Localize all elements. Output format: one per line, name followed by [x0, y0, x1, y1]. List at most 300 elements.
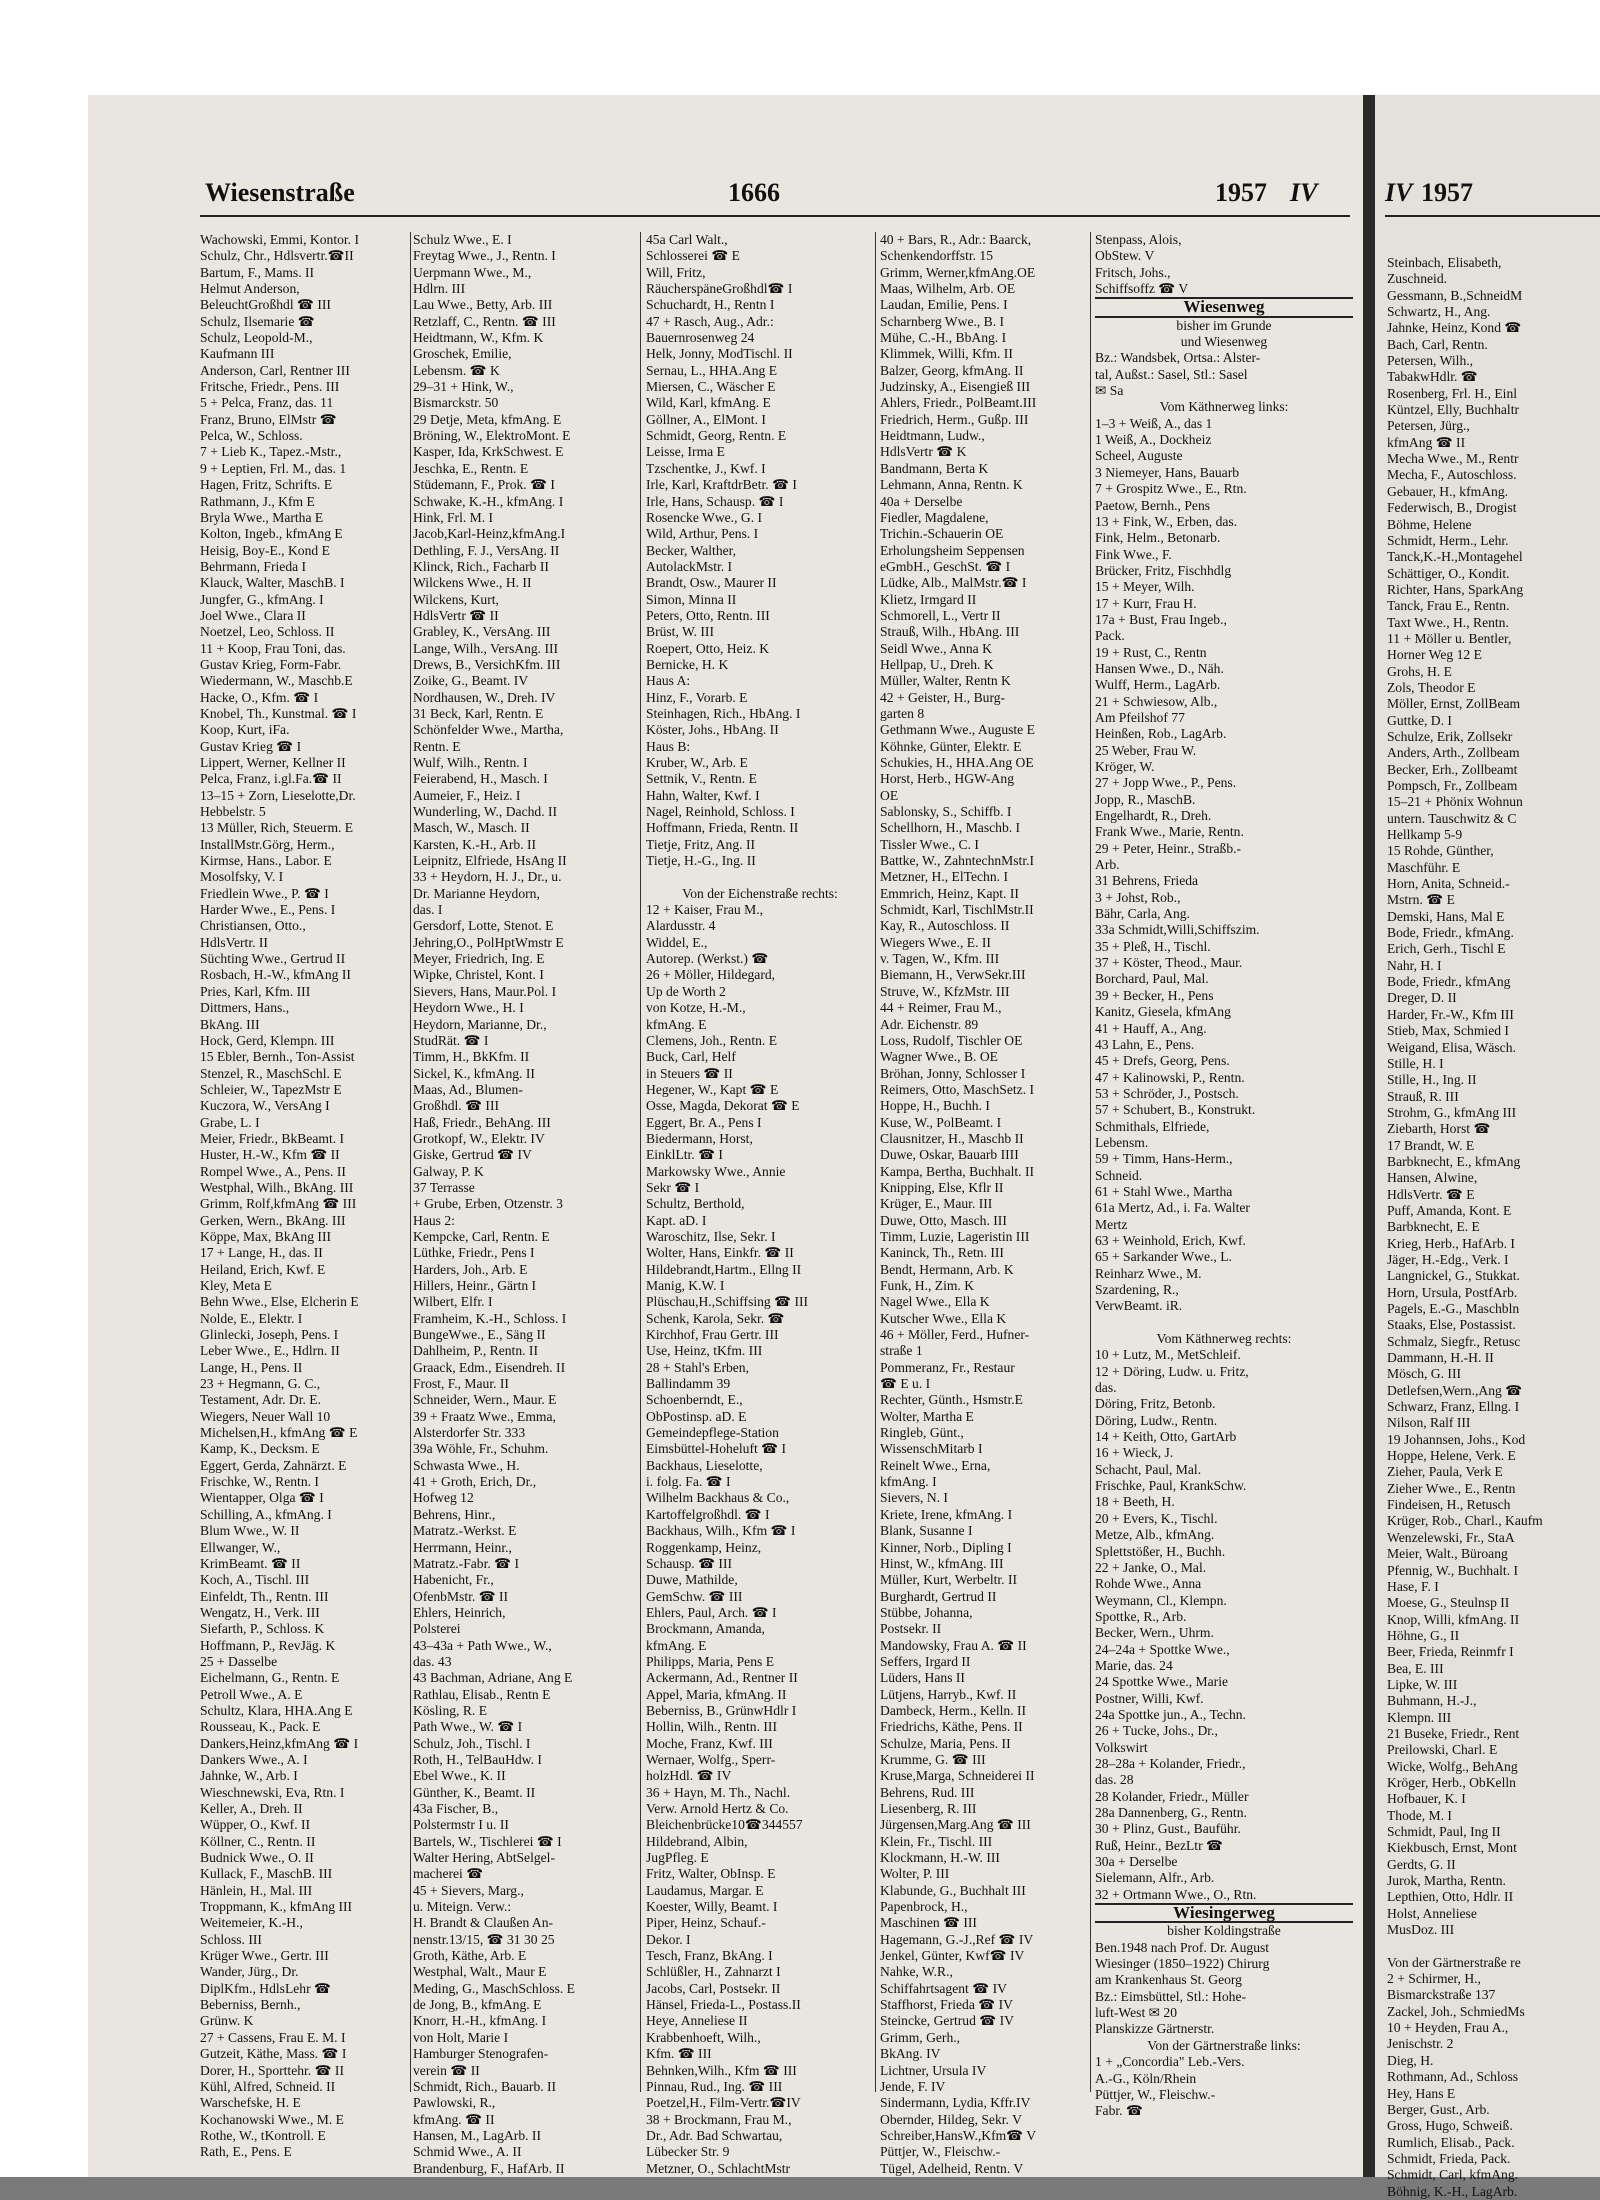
- directory-entry: Schulz, Ilsemarie ☎: [200, 313, 315, 329]
- directory-entry: 28 Kolander, Friedr., Müller: [1095, 1788, 1249, 1804]
- directory-entry: BkAng. IV: [880, 2046, 941, 2062]
- directory-entry: 38 + Brockmann, Frau M.,: [646, 2111, 792, 2127]
- directory-entry: Graack, Edm., Eisendreh. II: [413, 1359, 566, 1375]
- directory-entry: Jenkel, Günter, Kwf☎ IV: [880, 1948, 1025, 1964]
- directory-entry: Maas, Ad., Blumen-: [413, 1081, 523, 1097]
- directory-entry: Kutscher Wwe., Ella K: [880, 1310, 1007, 1326]
- directory-entry: 12 + Kaiser, Frau M.,: [646, 902, 763, 918]
- directory-entry: Gethmann Wwe., Auguste E: [880, 722, 1035, 738]
- directory-entry: 41 + Hauff, A., Ang.: [1095, 1020, 1207, 1036]
- directory-entry: Use, Heinz, tKfm. III: [646, 1343, 763, 1359]
- directory-entry: Fabr. ☎: [1095, 2103, 1143, 2119]
- directory-entry: Grimm, Werner,kfmAng.OE: [880, 264, 1036, 280]
- scan-margin-top: [0, 0, 1600, 95]
- directory-entry: Jopp, R., MaschB.: [1095, 791, 1196, 807]
- directory-entry: Frost, F., Maur. II: [413, 1376, 509, 1392]
- directory-entry: 22 + Janke, O., Mal.: [1095, 1559, 1207, 1575]
- directory-entry: Schoenberndt, E.,: [646, 1392, 743, 1408]
- directory-entry: BkAng. III: [200, 1016, 260, 1032]
- directory-entry: Kruse,Marga, Schneiderei II: [880, 1768, 1035, 1784]
- directory-entry: Wild, Karl, kfmAng. E: [646, 395, 771, 411]
- directory-entry: 1–3 + Weiß, A., das 1: [1095, 415, 1213, 431]
- section-title-wiesenweg: Wiesenweg: [1095, 297, 1353, 317]
- directory-entry: 3 Niemeyer, Hans, Bauarb: [1095, 464, 1240, 480]
- directory-entry: Westphal, Wilh., BkAng. III: [200, 1179, 354, 1195]
- directory-entry: Döring, Fritz, Betonb.: [1095, 1396, 1216, 1412]
- directory-entry: Kapt. aD. I: [646, 1212, 707, 1228]
- directory-entry: Steinbach, Elisabeth,: [1387, 255, 1502, 270]
- directory-entry: Behrmann, Frieda I: [200, 558, 307, 574]
- directory-entry: Simon, Minna II: [646, 591, 737, 607]
- directory-entry: Will, Fritz,: [646, 264, 706, 280]
- directory-entry: Schultz, Klara, HHA.Ang E: [200, 1702, 353, 1718]
- directory-entry: InstallMstr.Görg, Herm.,: [200, 836, 335, 852]
- right-page-year: 1957: [1421, 178, 1473, 207]
- directory-entry: 7 + Lieb K., Tapez.-Mstr.,: [200, 444, 342, 460]
- directory-entry: Süchting Wwe., Gertrud II: [200, 951, 346, 967]
- directory-entry: Szardening, R.,: [1095, 1282, 1179, 1297]
- directory-entry: Koester, Willy, Beamt. I: [646, 1899, 778, 1915]
- directory-entry: Vom Käthnerweg rechts:: [1156, 1331, 1292, 1347]
- directory-entry: Postsekr. II: [880, 1621, 942, 1637]
- directory-entry: Gemeindepflege-Station: [646, 1425, 779, 1441]
- directory-entry: Wild, Arthur, Pens. I: [646, 526, 759, 542]
- directory-entry: Backhaus, Lieselotte,: [646, 1457, 763, 1473]
- directory-entry: Dittmers, Hans.,: [200, 1000, 290, 1016]
- directory-entry: Poetzel,H., Film-Vertr.☎IV: [646, 2095, 801, 2111]
- directory-entry: Koop, Kurt, iFa.: [200, 722, 290, 738]
- directory-entry: Kirchhof, Frau Gertr. III: [646, 1327, 779, 1343]
- directory-entry: ObStew. V: [1095, 248, 1155, 264]
- directory-entry: Schulze, Maria, Pens. II: [880, 1735, 1011, 1751]
- directory-entry: Polstermstr I u. II: [413, 1817, 509, 1833]
- directory-entry: Schuchardt, H., Rentn I: [646, 297, 775, 313]
- directory-entry: Rosbach, H.-W., kfmAng II: [200, 967, 351, 983]
- directory-entry: Lüders, Hans II: [880, 1670, 965, 1686]
- directory-entry: Duwe, Otto, Masch. III: [880, 1212, 1007, 1228]
- directory-entry: Krüger, Rob., Charl., Kaufm: [1387, 1513, 1543, 1529]
- directory-entry: Müller, Walter, Rentn K: [880, 673, 1011, 689]
- directory-entry: Heisig, Boy-E., Kond E: [200, 542, 330, 558]
- directory-entry: 13 + Fink, W., Erben, das.: [1095, 513, 1238, 529]
- directory-entry: Ben.1948 nach Prof. Dr. August: [1095, 1939, 1270, 1955]
- directory-entry: Behrens, Rud. III: [880, 1784, 975, 1800]
- directory-entry: Lippert, Werner, Kellner II: [200, 755, 346, 770]
- directory-entry: Blank, Susanne I: [880, 1523, 973, 1539]
- directory-column-2: [413, 232, 635, 2177]
- directory-entry: 24a Spottke jun., A., Techn.: [1095, 1706, 1246, 1722]
- directory-entry: Hacke, O., Kfm. ☎ I: [200, 689, 319, 705]
- directory-entry: Joel Wwe., Clara II: [200, 607, 306, 623]
- directory-entry: Bode, Friedr., kfmAng: [1387, 974, 1511, 990]
- directory-entry: Brandt, Osw., Maurer II: [646, 575, 777, 591]
- header-rule: [200, 215, 1350, 217]
- directory-entry: Seffers, Irgard II: [880, 1653, 971, 1669]
- directory-entry: Lüthke, Friedr., Pens I: [413, 1245, 535, 1261]
- directory-entry: Buck, Carl, Helf: [646, 1049, 736, 1065]
- directory-entry: Krieg, Herb., HafArb. I: [1387, 1235, 1515, 1251]
- directory-entry: bisher im Grunde: [1176, 317, 1272, 333]
- directory-entry: Lange, H., Pens. II: [200, 1359, 303, 1375]
- directory-entry: Friedrichs, Käthe, Pens. II: [880, 1719, 1023, 1735]
- directory-entry: OfenbMstr. ☎ II: [413, 1588, 509, 1604]
- directory-entry: 35 + Pleß, H., Tischl.: [1095, 938, 1211, 954]
- directory-entry: Verw. Arnold Hertz & Co.: [646, 1801, 789, 1816]
- directory-entry: Bode, Friedr., kfmAng.: [1387, 925, 1514, 941]
- directory-entry: das. I: [413, 902, 443, 918]
- directory-entry: Philipps, Maria, Pens E: [646, 1653, 775, 1669]
- directory-entry: 43a Fischer, B.,: [413, 1801, 499, 1816]
- directory-entry: Meier, Walt., Büroang: [1387, 1546, 1508, 1562]
- directory-entry: Markowsky Wwe., Annie: [646, 1163, 786, 1179]
- directory-entry: Jenischstr. 2: [1387, 2036, 1454, 2052]
- directory-entry: Eggert, Gerda, Zahnärzt. E: [200, 1457, 347, 1473]
- directory-entry: Wicke, Wolfg., BehAng: [1387, 1758, 1518, 1774]
- directory-entry: Polsterei: [413, 1621, 461, 1637]
- directory-entry: Sablonsky, S., Schiffb. I: [880, 804, 1012, 820]
- directory-entry: StudRät. ☎ I: [413, 1032, 489, 1048]
- directory-entry: Kühl, Alfred, Schneid. II: [200, 2078, 336, 2094]
- directory-entry: Stenzel, R., MaschSchl. E: [200, 1065, 342, 1081]
- directory-entry: Hildebrandt,Hartm., Ellng II: [646, 1261, 802, 1277]
- directory-entry: Ringleb, Günt.,: [880, 1425, 964, 1441]
- directory-entry: Stieb, Max, Schmied I: [1387, 1023, 1509, 1039]
- directory-entry: Obernder, Hildeg, Sekr. V: [880, 2111, 1022, 2127]
- directory-entry: Trichin.-Schauerin OE: [880, 526, 1004, 542]
- directory-entry: Zols, Theodor E: [1387, 679, 1476, 695]
- directory-entry: Müller, Kurt, Werbeltr. II: [880, 1572, 1018, 1588]
- directory-entry: Metzner, O., SchlachtMstr: [646, 2160, 791, 2176]
- directory-entry: Bryla Wwe., Martha E: [200, 509, 324, 525]
- directory-entry: Heydorn, Marianne, Dr.,: [413, 1016, 547, 1032]
- directory-entry: Rohde Wwe., Anna: [1095, 1576, 1202, 1592]
- directory-entry: Kirmse, Hans., Labor. E: [200, 853, 332, 869]
- directory-entry: Ellwanger, W.,: [200, 1539, 281, 1555]
- directory-entry: Liesenberg, R. III: [880, 1801, 977, 1816]
- directory-entry: Tesch, Franz, BkAng. I: [646, 1948, 773, 1964]
- directory-entry: Schloss. III: [200, 1931, 262, 1947]
- directory-entry: Rathlau, Elisab., Rentn E: [413, 1686, 551, 1702]
- directory-entry: Duwe, Mathilde,: [646, 1572, 738, 1588]
- directory-entry: Jacob,Karl-Heinz,kfmAng.I: [413, 526, 566, 542]
- directory-entry: Reinharz Wwe., M.: [1095, 1265, 1202, 1281]
- directory-entry: Rath, E., Pens. E: [200, 2144, 292, 2160]
- directory-entry: Hansen Wwe., D., Näh.: [1095, 660, 1224, 676]
- directory-entry: Pompsch, Fr., Zollbeam: [1387, 778, 1518, 793]
- directory-entry: Meier, Friedr., BkBeamt. I: [200, 1130, 345, 1146]
- directory-entry: eGmbH., GeschSt. ☎ I: [880, 558, 1011, 574]
- directory-entry: Klockmann, H.-W. III: [880, 1850, 1000, 1866]
- directory-entry: 14 + Keith, Otto, GartArb: [1095, 1429, 1237, 1445]
- directory-entry: Wenzelewski, Fr., StaA: [1387, 1529, 1515, 1545]
- directory-entry: Wernaer, Wolfg., Sperr-: [646, 1751, 776, 1767]
- directory-entry: Frischke, W., Rentn. I: [200, 1474, 319, 1490]
- directory-entry: Krüger Wwe., Gertr. III: [200, 1948, 329, 1964]
- directory-entry: OE: [880, 787, 899, 803]
- directory-entry: 17a + Bust, Frau Ingeb.,: [1095, 611, 1227, 627]
- directory-entry: 15 Ebler, Bernh., Ton-Assist: [200, 1049, 355, 1065]
- directory-entry: Dankers,Heinz,kfmAng ☎ I: [200, 1735, 359, 1751]
- directory-entry: Sielemann, Alfr., Arb.: [1095, 1870, 1215, 1886]
- directory-entry: Heiland, Erich, Kwf. E: [200, 1261, 326, 1277]
- directory-entry: DiplKfm., HdlsLehr ☎: [200, 1980, 331, 1996]
- directory-entry: in Steuers ☎ II: [646, 1065, 733, 1081]
- directory-entry: 26 + Möller, Hildegard,: [646, 967, 776, 983]
- directory-entry: Von der Gärtnerstraße links:: [1147, 2037, 1301, 2053]
- directory-entry: 29 Detje, Meta, kfmAng. E: [413, 411, 562, 427]
- directory-entry: 40a + Derselbe: [880, 493, 963, 509]
- directory-entry: 65 + Sarkander Wwe., L.: [1095, 1249, 1232, 1265]
- page-number: 1666: [728, 178, 780, 207]
- directory-entry: Kartoffelgroßhdl. ☎ I: [646, 1506, 770, 1522]
- directory-entry: Pawlowski, R.,: [413, 2095, 496, 2111]
- directory-entry: Bernicke, H. K: [646, 656, 729, 672]
- directory-entry: Hänlein, H., Mal. III: [200, 1882, 313, 1898]
- directory-entry: 25 Weber, Frau W.: [1095, 742, 1197, 758]
- directory-entry: Tissler Wwe., C. I: [880, 836, 979, 852]
- directory-entry: Ziebarth, Horst ☎: [1387, 1121, 1491, 1137]
- directory-entry: [1387, 1938, 1600, 1954]
- directory-entry: Mstrn. ☎ E: [1387, 892, 1455, 908]
- directory-entry: Erich, Gerh., Tischl E: [1387, 941, 1506, 957]
- directory-entry: Lau Wwe., Betty, Arb. III: [413, 297, 553, 313]
- directory-entry: Adr. Eichenstr. 89: [880, 1016, 979, 1032]
- directory-entry: 1 + „Concordia" Leb.-Vers.: [1095, 2054, 1245, 2070]
- directory-entry: Scharnberg Wwe., B. I: [880, 313, 1005, 329]
- directory-entry: Jäger, H.-Edg., Verk. I: [1387, 1251, 1509, 1267]
- directory-entry: v. Tagen, W., Kfm. III: [880, 951, 1000, 967]
- directory-entry: Stille, H. I: [1387, 1055, 1444, 1071]
- directory-entry: Maschführ. E: [1387, 859, 1461, 875]
- directory-entry: Freytag Wwe., J., Rentn. I: [413, 248, 556, 264]
- directory-entry: Berger, Gust., Arb.: [1387, 2101, 1490, 2117]
- directory-entry: Timm, H., BkKfm. II: [413, 1049, 530, 1065]
- directory-entry: kfmAng. E: [646, 1016, 707, 1032]
- directory-entry: Uerpmann Wwe., M.,: [413, 264, 532, 280]
- directory-entry: Kullack, F., MaschB. III: [200, 1866, 333, 1882]
- directory-entry: Jeschka, E., Rentn. E: [413, 460, 529, 476]
- directory-entry: Bartels, W., Tischlerei ☎ I: [413, 1833, 562, 1849]
- directory-entry: Roth, H., TelBauHdw. I: [413, 1751, 542, 1767]
- directory-entry: Masch, W., Masch. II: [413, 820, 530, 836]
- directory-entry: Helmut Anderson,: [200, 281, 300, 297]
- directory-entry: 12 + Döring, Ludw. u. Fritz,: [1095, 1363, 1249, 1379]
- directory-entry: Harder, Fr.-W., Kfm III: [1387, 1006, 1514, 1022]
- directory-entry: Path Wwe., W. ☎ I: [413, 1719, 523, 1735]
- directory-entry: Tzschentke, J., Kwf. I: [646, 460, 766, 476]
- directory-entry: Einfeldt, Th., Rentn. III: [200, 1588, 329, 1604]
- directory-entry: Strauß, R. III: [1387, 1088, 1459, 1104]
- directory-entry: Nahke, W.R.,: [880, 1964, 953, 1980]
- directory-entry: Krabbenhoeft, Wilh.,: [646, 2029, 761, 2045]
- directory-entry: H. Brandt & Claußen An-: [413, 1915, 554, 1931]
- directory-entry: Hock, Gerd, Klempn. III: [200, 1032, 335, 1048]
- directory-entry: Preilowski, Charl. E: [1387, 1742, 1498, 1758]
- directory-entry: 41 + Groth, Erich, Dr.,: [413, 1474, 537, 1490]
- directory-entry: 20 + Evers, K., Tischl.: [1095, 1510, 1218, 1526]
- directory-entry: Behnken,Wilh., Kfm ☎ III: [646, 2062, 797, 2078]
- directory-entry: EinklLtr. ☎ I: [646, 1147, 723, 1163]
- directory-entry: Rathmann, J., Kfm E: [200, 493, 315, 509]
- directory-entry: Meding, G., MaschSchloss. E: [413, 1980, 575, 1996]
- directory-entry: Püttjer, W., Fleischw.-: [880, 2144, 1001, 2160]
- directory-entry: Weigand, Elisa, Wäsch.: [1387, 1039, 1516, 1055]
- directory-entry: Frank Wwe., Marie, Rentn.: [1095, 824, 1244, 840]
- directory-entry: Pack.: [1095, 628, 1125, 644]
- directory-entry: Burghardt, Gertrud II: [880, 1588, 997, 1604]
- directory-entry: Mühe, C.-H., BbAng. I: [880, 330, 1007, 346]
- directory-entry: 15 Rohde, Günther,: [1387, 843, 1494, 859]
- directory-entry: Schättiger, O., Kondit.: [1387, 565, 1510, 581]
- directory-entry: Battke, W., ZahntechnMstr.I: [880, 853, 1035, 869]
- directory-entry: Hagen, Fritz, Schrifts. E: [200, 477, 333, 493]
- directory-entry: Schlosserei ☎ E: [646, 248, 740, 264]
- directory-entry: Horn, Anita, Schneid.-: [1387, 876, 1510, 892]
- directory-entry: Behrens, Hinr.,: [413, 1506, 496, 1522]
- directory-entry: Wolter, Hans, Einkfr. ☎ II: [646, 1245, 794, 1261]
- directory-entry: Nordhausen, W., Dreh. IV: [413, 689, 556, 705]
- directory-entry: Schmidt, Herm., Lehr.: [1387, 532, 1509, 548]
- directory-entry: Irle, Hans, Schausp. ☎ I: [646, 493, 784, 509]
- directory-entry: 24–24a + Spottke Wwe.,: [1095, 1641, 1230, 1657]
- directory-entry: Zoike, G., Beamt. IV: [413, 673, 529, 689]
- directory-entry: BeleuchtGroßhdl ☎ III: [200, 297, 331, 313]
- directory-entry: Krumme, G. ☎ III: [880, 1751, 986, 1767]
- directory-entry: Fritsche, Friedr., Pens. III: [200, 379, 340, 395]
- directory-column-5: [1095, 232, 1353, 2120]
- directory-entry: Schneid.: [1095, 1167, 1143, 1183]
- directory-entry: Demski, Hans, Mal E: [1387, 908, 1505, 924]
- directory-entry: Wilckens Wwe., H. II: [413, 575, 532, 591]
- directory-entry: Knobel, Th., Kunstmal. ☎ I: [200, 705, 357, 721]
- directory-entry: [646, 869, 874, 885]
- directory-entry: Anderson, Carl, Rentner III: [200, 362, 350, 378]
- directory-entry: Bz.: Wandsbek, Ortsa.: Alster-: [1095, 350, 1261, 366]
- directory-entry: 29–31 + Hink, W.,: [413, 379, 514, 395]
- directory-entry: Troppmann, K., kfmAng III: [200, 1899, 353, 1915]
- directory-entry: Bendt, Hermann, Arb. K: [880, 1261, 1014, 1277]
- directory-entry: 33a Schmidt,Willi,Schiffszim.: [1095, 922, 1260, 938]
- directory-entry: kfmAng ☎ II: [1387, 434, 1466, 450]
- directory-entry: Findeisen, H., Retusch: [1387, 1497, 1511, 1513]
- scan-margin-left: [0, 0, 88, 2177]
- directory-entry: 27 + Jopp Wwe., P., Pens.: [1095, 775, 1237, 791]
- directory-entry: Lebensm.: [1095, 1134, 1149, 1150]
- directory-entry: Schulz, Joh., Tischl. I: [413, 1735, 531, 1751]
- directory-entry: Nagel, Reinhold, Schloss. I: [646, 804, 795, 820]
- directory-entry: Schmidt, Karl, TischlMstr.II: [880, 902, 1034, 918]
- directory-entry: Mosolfsky, V. I: [200, 869, 284, 885]
- directory-entry: Grimm, Gerh.,: [880, 2029, 961, 2045]
- directory-entry: 23 + Hegmann, G. C.,: [200, 1376, 321, 1392]
- directory-entry: Haß, Friedr., BehAng. III: [413, 1114, 551, 1130]
- directory-entry: Kaufmann III: [200, 346, 275, 362]
- directory-entry: Petroll Wwe., A. E: [200, 1686, 303, 1702]
- directory-entry: Duwe, Oskar, Bauarb IIII: [880, 1147, 1019, 1163]
- directory-entry: Anders, Arth., Zollbeam: [1387, 745, 1520, 761]
- directory-entry: Splettstößer, H., Buchh.: [1095, 1543, 1226, 1559]
- directory-entry: 36 + Hayn, M. Th., Nachl.: [646, 1784, 791, 1800]
- directory-entry: Hdlrn. III: [413, 281, 466, 297]
- directory-entry: Schneider, Wern., Maur. E: [413, 1392, 557, 1408]
- directory-entry: 11 + Möller u. Bentler,: [1387, 630, 1512, 646]
- directory-entry: ✉ Sa: [1095, 383, 1124, 399]
- directory-entry: Helk, Jonny, ModTischl. II: [646, 346, 793, 362]
- directory-entry: HdlsVertr ☎ II: [413, 607, 499, 623]
- directory-entry: ☎ E u. I: [880, 1376, 931, 1392]
- column-divider: [1090, 232, 1091, 2092]
- directory-entry: Rothe, W., tKontroll. E: [200, 2127, 326, 2143]
- directory-entry: Dankers Wwe., A. I: [200, 1751, 308, 1767]
- directory-entry: Bauernrosenweg 24: [646, 330, 755, 346]
- directory-entry: Jende, F. IV: [880, 2078, 946, 2094]
- section-title-wiesingerweg: Wiesingerweg: [1095, 1903, 1353, 1923]
- directory-entry: Ebel Wwe., K. II: [413, 1768, 506, 1784]
- directory-entry: 61a Mertz, Ad., i. Fa. Walter: [1095, 1200, 1250, 1216]
- directory-entry: untern. Tauschwitz & C: [1387, 810, 1517, 826]
- directory-entry: Bartum, F., Mams. II: [200, 264, 315, 280]
- directory-entry: 44 + Reimer, Frau M.,: [880, 1000, 1002, 1016]
- directory-entry: Schmalz, Siegfr., Retusc: [1387, 1333, 1521, 1349]
- directory-entry: Dr. Marianne Heydorn,: [413, 885, 540, 901]
- directory-entry: Kuczora, W., VersAng I: [200, 1098, 330, 1114]
- directory-entry: 43 Lahn, E., Pens.: [1095, 1036, 1195, 1052]
- directory-entry: Krüger, E., Maur. III: [880, 1196, 993, 1212]
- directory-entry: Zackel, Joh., SchmiedMs: [1387, 2003, 1525, 2019]
- directory-entry: Nolde, E., Elektr. I: [200, 1310, 303, 1326]
- directory-entry: Biedermann, Horst,: [646, 1130, 753, 1146]
- directory-entry: Wander, Jürg., Dr.: [200, 1964, 299, 1980]
- directory-entry: Stille, H., Ing. II: [1387, 1072, 1477, 1088]
- directory-entry: Kasper, Ida, KrkSchwest. E: [413, 444, 564, 460]
- book-gutter: [1363, 95, 1375, 2177]
- directory-entry: KrimBeamt. ☎ II: [200, 1555, 301, 1571]
- directory-entry: Nahr, H. I: [1387, 957, 1442, 973]
- directory-entry: Gutzeit, Käthe, Mass. ☎ I: [200, 2046, 347, 2062]
- directory-entry: Petersen, Wilh.,: [1387, 353, 1474, 369]
- directory-entry: Hoppe, Helene, Verk. E: [1387, 1448, 1516, 1464]
- directory-entry: Meyer, Friedrich, Ing. E: [413, 951, 545, 967]
- directory-entry: Nagel Wwe., Ella K: [880, 1294, 990, 1310]
- directory-entry: Schulz, Chr., Hdlsvertr.☎II: [200, 248, 354, 264]
- directory-entry: Böhme, Helene: [1387, 516, 1472, 532]
- right-page-volume: IV: [1385, 178, 1413, 207]
- directory-entry: Bismarckstr. 50: [413, 395, 499, 411]
- directory-entry: Autorep. (Werkst.) ☎: [646, 951, 769, 967]
- directory-entry: Seidl Wwe., Anna K: [880, 640, 992, 656]
- directory-entry: Roepert, Otto, Heiz. K: [646, 640, 770, 656]
- directory-entry: 53 + Schröder, J., Postsch.: [1095, 1085, 1239, 1101]
- directory-entry: Sindermann, Lydia, Kffr.IV: [880, 2095, 1031, 2111]
- directory-entry: 31 Behrens, Frieda: [1095, 873, 1199, 889]
- directory-entry: Rosencke Wwe., G. I: [646, 509, 763, 525]
- directory-entry: Galway, P. K: [413, 1163, 484, 1179]
- directory-entry: Wilbert, Elfr. I: [413, 1294, 493, 1310]
- directory-entry: 17 + Kurr, Frau H.: [1095, 595, 1197, 611]
- directory-entry: Schulz, Leopold-M.,: [200, 330, 313, 346]
- directory-entry: BungeWwe., E., Säng II: [413, 1327, 546, 1343]
- directory-entry: Guttke, D. I: [1387, 712, 1452, 728]
- directory-entry: Beberniss, B., GrünwHdlr I: [646, 1702, 797, 1718]
- directory-entry: 28–28a + Kolander, Friedr.,: [1095, 1755, 1246, 1771]
- directory-entry: Hänsel, Frieda-L., Postass.II: [646, 1997, 801, 2013]
- directory-entry: Aumeier, F., Heiz. I: [413, 787, 521, 803]
- directory-entry: Kriete, Irene, kfmAng. I: [880, 1506, 1013, 1522]
- directory-entry: Kösling, R. E: [413, 1702, 488, 1718]
- directory-entry: Up de Worth 2: [646, 983, 726, 999]
- directory-entry: 40 + Bars, R., Adr.: Baarck,: [880, 232, 1032, 247]
- directory-entry: 46 + Möller, Ferd., Hufner-: [880, 1327, 1030, 1343]
